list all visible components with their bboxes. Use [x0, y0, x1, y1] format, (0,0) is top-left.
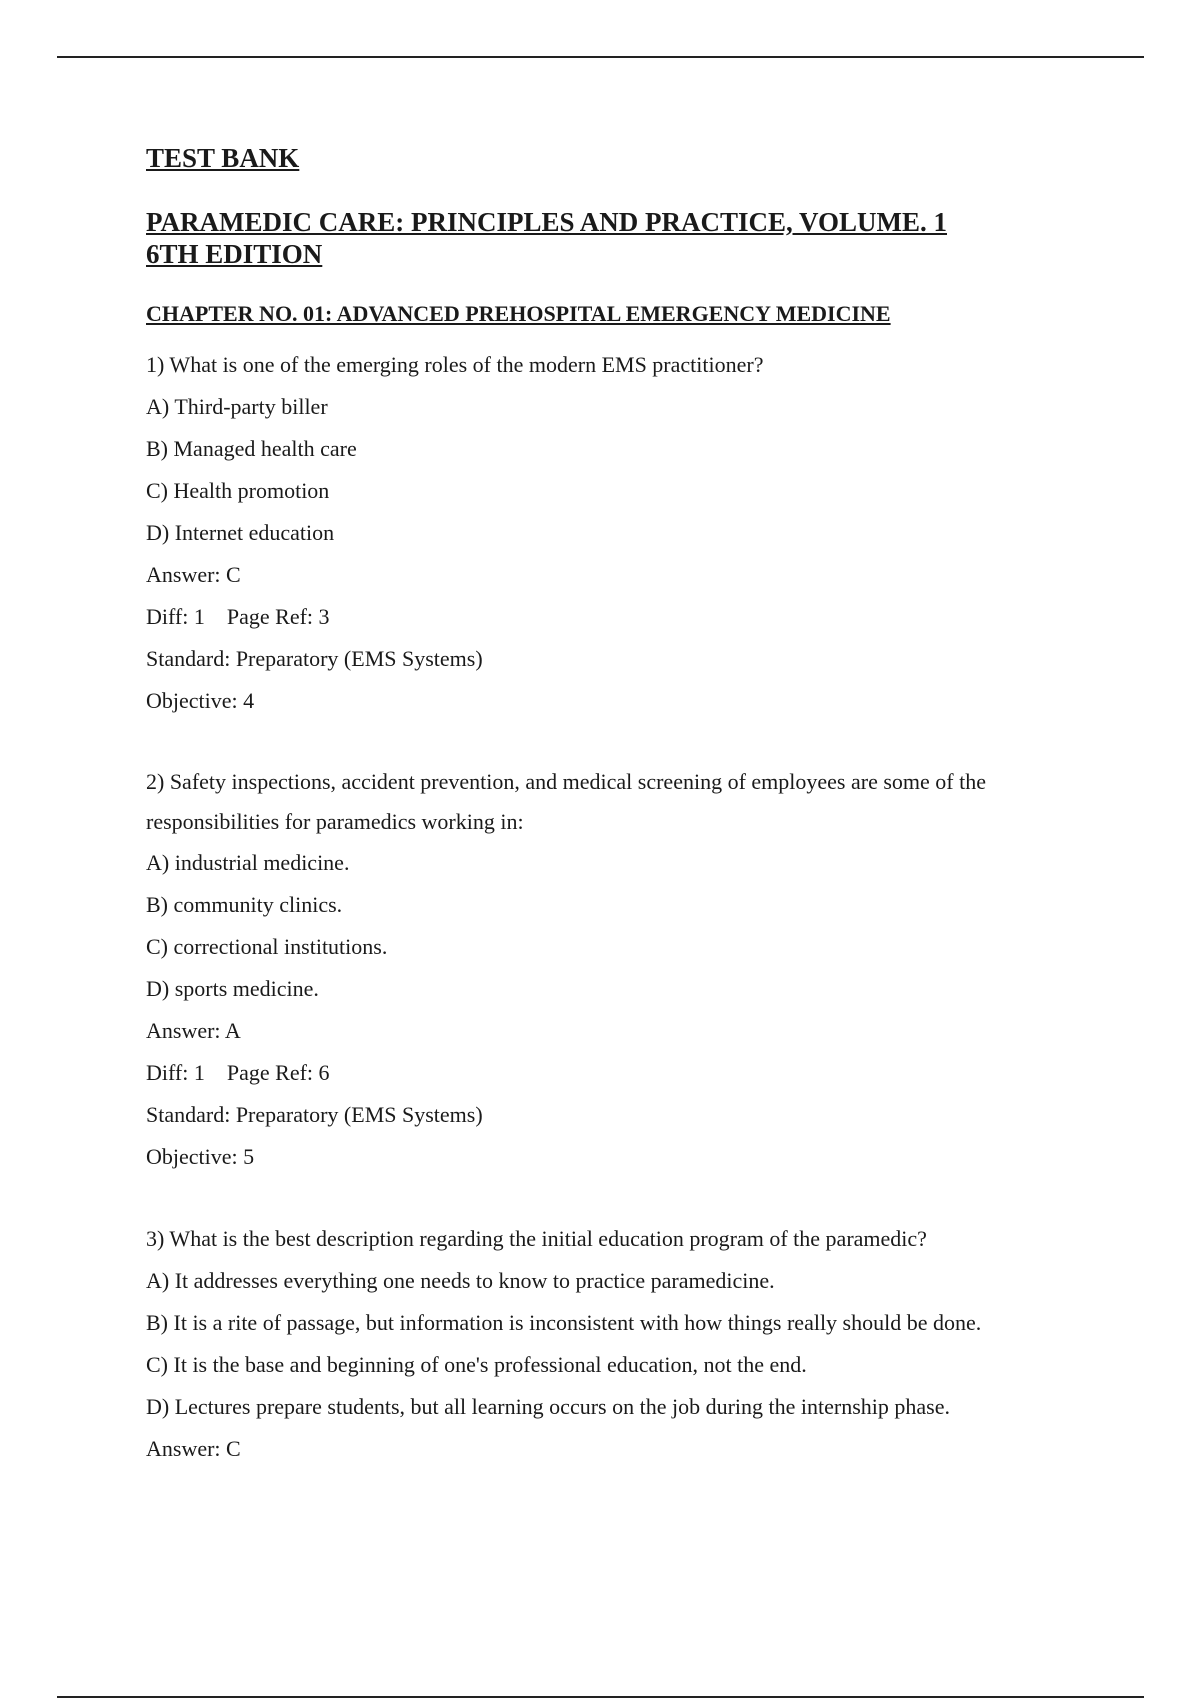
- top-rule: [57, 56, 1144, 58]
- question-stem: 2) Safety inspections, accident prevention, and medical screening of employees are some of the responsibilities for paramedics working in:: [146, 769, 986, 834]
- option-b: B) community clinics.: [146, 892, 343, 917]
- book-title-line-2: 6TH EDITION: [146, 239, 323, 269]
- question-2: [146, 762, 1106, 1178]
- option-c: C) Health promotion: [146, 478, 330, 503]
- option-c: C) It is the base and beginning of one's professional education, not the end.: [146, 1352, 807, 1377]
- option-b: B) It is a rite of passage, but information is inconsistent with how things really should be done.: [146, 1310, 982, 1335]
- option-c: C) correctional institutions.: [146, 934, 388, 959]
- question-stem: 1) What is one of the emerging roles of the modern EMS practitioner?: [146, 352, 764, 377]
- option-d: D) sports medicine.: [146, 976, 319, 1001]
- answer: Answer: C: [146, 1436, 241, 1461]
- test-bank-heading: TEST BANK: [146, 143, 300, 173]
- difficulty-page-ref: [146, 596, 1106, 638]
- question-stem: 3) What is the best description regarding the initial education program of the paramedic?: [146, 1226, 927, 1251]
- page-ref: Page Ref: 6: [226, 1060, 330, 1085]
- difficulty: Diff: 1: [146, 1060, 205, 1085]
- question-1: [146, 344, 1106, 722]
- objective: Objective: 4: [146, 688, 255, 713]
- question-3: [146, 1218, 1106, 1470]
- option-a: A) It addresses everything one needs to know to practice paramedicine.: [146, 1268, 775, 1293]
- chapter-heading: CHAPTER NO. 01: ADVANCED PREHOSPITAL EMERGENCY MEDICINE: [146, 301, 891, 326]
- book-title: [146, 206, 1106, 270]
- option-b: B) Managed health care: [146, 436, 357, 461]
- standard: Standard: Preparatory (EMS Systems): [146, 646, 483, 671]
- option-a: A) industrial medicine.: [146, 850, 350, 875]
- option-d: D) Lectures prepare students, but all learning occurs on the job during the internship phase.: [146, 1394, 950, 1419]
- book-title-line-1: PARAMEDIC CARE: PRINCIPLES AND PRACTICE, VOLUME. 1: [146, 207, 947, 237]
- answer: Answer: C: [146, 562, 241, 587]
- option-d: D) Internet education: [146, 520, 335, 545]
- document-body: [146, 142, 1106, 1470]
- objective: Objective: 5: [146, 1144, 255, 1169]
- bottom-rule: [57, 1696, 1144, 1698]
- difficulty: Diff: 1: [146, 604, 205, 629]
- standard: Standard: Preparatory (EMS Systems): [146, 1102, 483, 1127]
- answer: Answer: A: [146, 1018, 241, 1043]
- difficulty-page-ref: [146, 1052, 1106, 1094]
- page-ref: Page Ref: 3: [226, 604, 330, 629]
- option-a: A) Third-party biller: [146, 394, 328, 419]
